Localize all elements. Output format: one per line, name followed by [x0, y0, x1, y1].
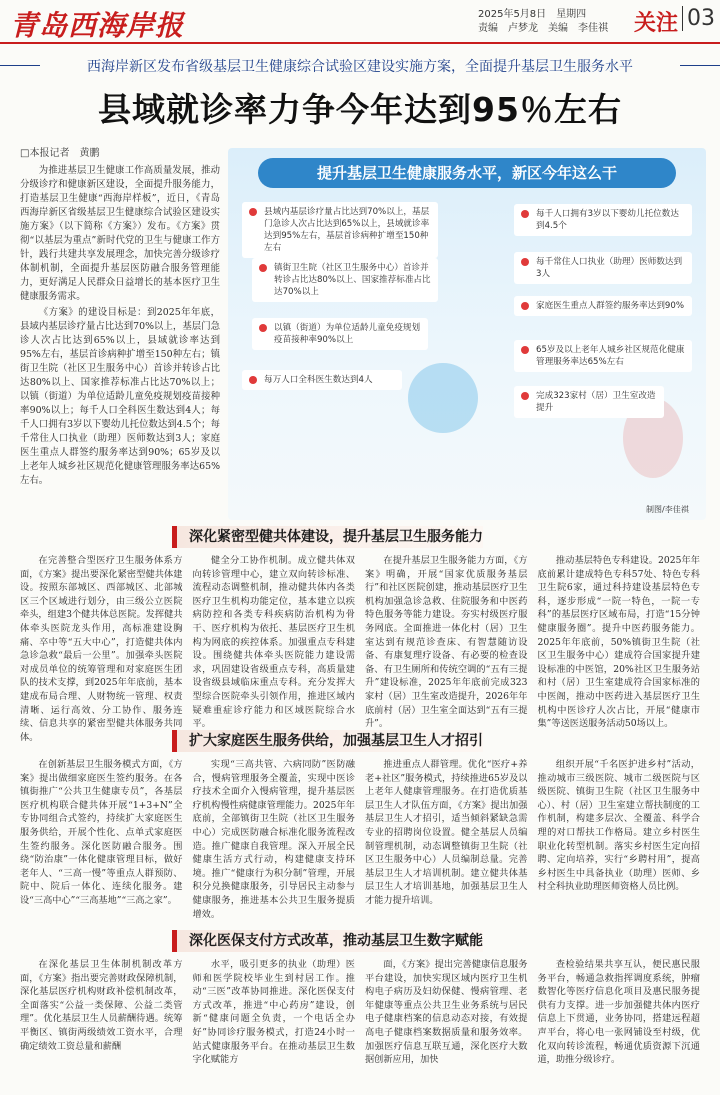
infographic-credit: 制图/李佳祺 — [646, 505, 689, 514]
section-name: 关注 — [634, 11, 679, 36]
text-column: 在完善整合型医疗卫生服务体系方面，《方案》提出要深化紧密型健共体建设。按照东部城区、西部城区、北部城区三个区域进行划分，由三级公立医院牵头，组建3个健共体总医院。发挥健共体牵头医院龙头作用，高标准建设胸痛、卒中等“五大中心”，打造健共体内急诊急救“最后一公里”。加强牵头医院对成员单位的统筹管理和对家庭医生团队的技术支撑，到2025年年底前，基本建成布局合理、人财物统一管理、权责清晰、运行高效、分工协作、服务连续、信息共享的紧密型健共体服务共同体。 — [20, 555, 183, 743]
page-number: 03 — [682, 6, 715, 31]
text-column: 在创新基层卫生服务模式方面，《方案》提出做细家庭医生签约服务。在各镇街推广“公共卫生健康专员”，各基层医疗机构联合健共体开展“1+3+N”全专协同组合式签约，持续扩大家庭医生服务供给，开展个性化、点单式家庭医生签约服务。深化医防融合服务。围绕“防治康”一体化健康管理目标，做好老年人、“三高一慢”等重点人群预防、院中、院后一体化、连续化服务。建设“三高中心”“三高基地”“三高之家”。 — [20, 759, 183, 906]
stat-item: 以镇（街道）为单位适龄儿童免疫规划疫苗接种率90%以上 — [252, 318, 428, 350]
text-column: 健全分工协作机制。成立健共体双向转诊管理中心，建立双向转诊标准、流程动态调整机制，推动健共体内各类医疗卫生机构功能定位，基本建立以疾病防控和各类专科疾病防治机构为骨干、医疗机构为依托、基层医疗卫生机构为网底的疾控体系。加强重点专科建设。围绕健共体牵头医院能力建设需求，巩固建设省级重点专科，高质量建设省级县域临床重点专科。充分发挥大型综合医院牵头引领作用，推进区域内疑难重症诊疗能力和区域医院综合水平。 — [192, 555, 355, 730]
bullet-icon — [521, 258, 529, 266]
text-column: 实现“三高共管、六病同防”医防融合，慢病管理服务全覆盖，实现中医诊疗技术全面介入慢病管理，提升基层医疗机构慢性病健康管理能力。2025年年底前，全部镇街卫生院（社区卫生服务中心）完成医防融合标准化服务流程改造。推广健康自我管理。深入开展全民健康生活方式行动，构建健康支持环境。推广“健康行为积分制”管理，开展积分兑换健康服务，引导居民主动参与健康服务，推进基本公共卫生服务提质增效。 — [192, 759, 355, 920]
section-heading: 扩大家庭医生服务供给，加强基层卫生人才招引 — [172, 730, 483, 752]
bullet-icon — [521, 302, 529, 310]
stat-item: 县域内基层诊疗量占比达到70%以上，基层门急诊人次占比达到65%以上，县域就诊率达到95%左右，基层首诊病种扩增至150种左右 — [242, 202, 438, 258]
text-column: 推动基层特色专科建设。2025年年底前累计建成特色专科57处、特色专科卫生院6家，通过科持建设基层特色专科，逐步形成“一院一特色，一院一专科”的基层医疗区域布局，打造“15分钟健康服务圈”。提升中医药服务能力。2025年年底前，50%镇街卫生院（社区卫生服务中心）建成符合国家提升建设标准的中医馆，20%社区卫生服务站和村（居）卫生室建成符合国家标准的中医阁，推动中医药进入基层医疗卫生机构中医诊疗人次占比，开展“健康市集”等送医送服务活动50场以上。 — [537, 555, 700, 730]
section-heading: 深化医保支付方式改革，推动基层卫生数字赋能 — [172, 930, 483, 952]
infographic-title: 提升基层卫生健康服务水平，新区今年这么干 — [258, 158, 676, 188]
bullet-icon — [249, 376, 257, 384]
stat-item: 家庭医生重点人群签约服务率达到90% — [514, 296, 692, 316]
doctor-illustration-icon — [408, 363, 478, 433]
bullet-icon — [521, 346, 529, 354]
stat-item: 完成323家村（居）卫生室改造提升 — [514, 386, 664, 418]
bullet-icon — [249, 208, 257, 216]
stat-item: 65岁及以上老年人城乡社区规范化健康管理服务率达65%左右 — [514, 340, 692, 372]
stat-item: 每千人口拥有3岁以下婴幼儿托位数达到4.5个 — [514, 204, 692, 236]
weekday: 星期四 — [556, 9, 587, 20]
bullet-icon — [521, 210, 529, 218]
lead-paragraph: 《方案》的建设目标是：到2025年年底，县域内基层诊疗量占比达到70%以上，基层门急诊人次占比达到65%以上，县域就诊率达到95%左右，基层首诊病种扩增至150种左右；镇街卫生院（社区卫生服务中心）首诊并转诊占比达80%以上、国家推荐标准占比达70%以上；以镇（街道）为单位适龄儿童免疫规划疫苗接种率90%以上；每千人口全科医生数达到4人；每千人口拥有3岁以下婴幼儿托位数达到4.5个；每千常住人口执业（助理）医师数达到3人；家庭医生重点人群签约服务率达到90%；65岁及以上老年人城乡社区规范化健康管理服务率达65%左右。 — [20, 307, 220, 486]
masthead — [0, 0, 720, 44]
section-body — [20, 958, 700, 1092]
stat-item: 每千常住人口执业（助理）医师数达到3人 — [514, 252, 692, 284]
headline: 县域就诊率力争今年达到95％左右 — [98, 90, 622, 129]
text-column: 组织开展“千名医护进乡村”活动，推动城市三级医院、城市二级医院与区级医院、镇街卫生院（社区卫生服务中心）、村（居）卫生室建立帮扶制度的工作机制，构建多层次、全覆盖、科学合理的对口帮扶工作格局。建立乡村医生职业化转型机制。落实乡村医生定向招聘、定向培养，实行“乡聘村用”，提高乡村医生中具备执业（助理）医师、乡村全科执业助理医师资格人员比例。 — [537, 759, 700, 893]
text-column: 推进重点人群管理。优化“医疗+养老+社区”服务模式，持续推进65岁及以上老年人健康管理服务。在打造优质基层卫生人才队伍方面，《方案》提出加强基层卫生人才招引，适当倾斜紧缺急需专业的招聘岗位设置。健全基层人员编制管理机制，动态调整镇街卫生院（社区卫生服务中心）人员编制总量。完善基层卫生人才培训机制。建立健共体基层卫生人才培训基地，加强基层卫生人才能力提升培训。 — [365, 759, 528, 906]
lead-paragraph: 为推进基层卫生健康工作高质量发展，推动分级诊疗和健康新区建设，全面提升服务能力，打造基层卫生健康“西海岸样板”，近日，《青岛西海岸新区省级基层卫生健康综合试验区建设实施方案》（以下简称《方案》）发布。《方案》贯彻“以基层为重点”新时代党的卫生与健康工作方针，践行共建共享发展理念，加快完善分级诊疗体制机制，全面提升基层医防融合服务管理能力，更好满足人民群众日益增长的基本医疗卫生健康服务需求。 — [20, 165, 220, 302]
lead-column — [20, 164, 220, 490]
section-body — [20, 758, 700, 920]
bullet-icon — [259, 264, 267, 272]
stat-item: 镇街卫生院（社区卫生服务中心）首诊并转诊占比达80%以上、国家推荐标准占比达70%以上 — [252, 258, 438, 302]
text-column: 查检验结果共享互认，便民惠民服务平台，畅通急救指挥调度系统，肿瘤数智化等医疗信息化项目及惠民服务提供有力支撑。进一步加强健共体内医疗信息上下贯通，业务协同，搭建远程超声平台，将心电一张网铺设至村级，优化双向转诊流程，畅通优质资源下沉通道，助推分级诊疗。 — [537, 959, 700, 1066]
text-column: 在提升基层卫生服务能力方面，《方案》明确，开展“国家优质服务基层行”和社区医院创建，推动基层医疗卫生机构加强急诊急救、住院服务和中医药特色服务等能力建设。夯实村级医疗服务网底。全面推进一体化村（居）卫生室达到有规范诊查床、有智慧随访设备、有康复理疗设备、有必要的检查设备、有卫生厕所和传统空调的“五有三提升”建设标准，2025年年底前完成323家村（居）卫生室改造提升，2026年年底前村（居）卫生室全面达到“五有三提升”。 — [365, 555, 528, 730]
byline: □本报记者 黄鹏 — [20, 148, 100, 159]
text-column: 水平，吸引更多的执业（助理）医师和医学院校毕业生到村居工作。推动“三医”改革协同推进。深化医保支付方式改革，推进“中心药房”建设，创新“健康问题全负责，一个电话全办好”协同诊疗服务模式，打造24小时一站式健康服务平台。在推动基层卫生数字化赋能方 — [192, 959, 355, 1066]
section-heading: 深化紧密型健共体建设，提升基层卫生服务能力 — [172, 526, 483, 548]
newspaper-logo: 青岛西海岸报 — [10, 9, 185, 42]
dateline — [478, 8, 628, 36]
issue-date: 2025年5月8日 — [478, 9, 547, 20]
infographic — [228, 148, 706, 520]
text-column: 在深化基层卫生体制机制改革方面，《方案》指出要完善财政保障机制，深化基层医疗机构财政补偿机制改革，全面落实“公益一类保障、公益二类管理”。优化基层卫生人员薪酬待遇。统筹平衡区、镇街两级绩效工资水平，合理确定绩效工资总量和薪酬 — [20, 959, 183, 1052]
editor-credit: 责编 卢梦龙 美编 李佳祺 — [478, 23, 608, 34]
bullet-icon — [521, 392, 529, 400]
text-column: 面，《方案》提出完善健康信息服务平台建设，加快实现区域内医疗卫生机构电子病历及妇幼保健、慢病管理、老年健康等重点公共卫生业务系统与居民电子健康档案的信息动态对接，有效提高电子健康档案数据质量和服务效率。加强医疗信息互联互通，深化医疗大数据创新应用，加快 — [365, 959, 528, 1066]
deck-subtitle: 西海岸新区发布省级基层卫生健康综合试验区建设实施方案，全面提升基层卫生服务水平 — [87, 59, 633, 75]
bullet-icon — [259, 324, 267, 332]
stat-item: 每万人口全科医生数达到4人 — [242, 370, 402, 390]
